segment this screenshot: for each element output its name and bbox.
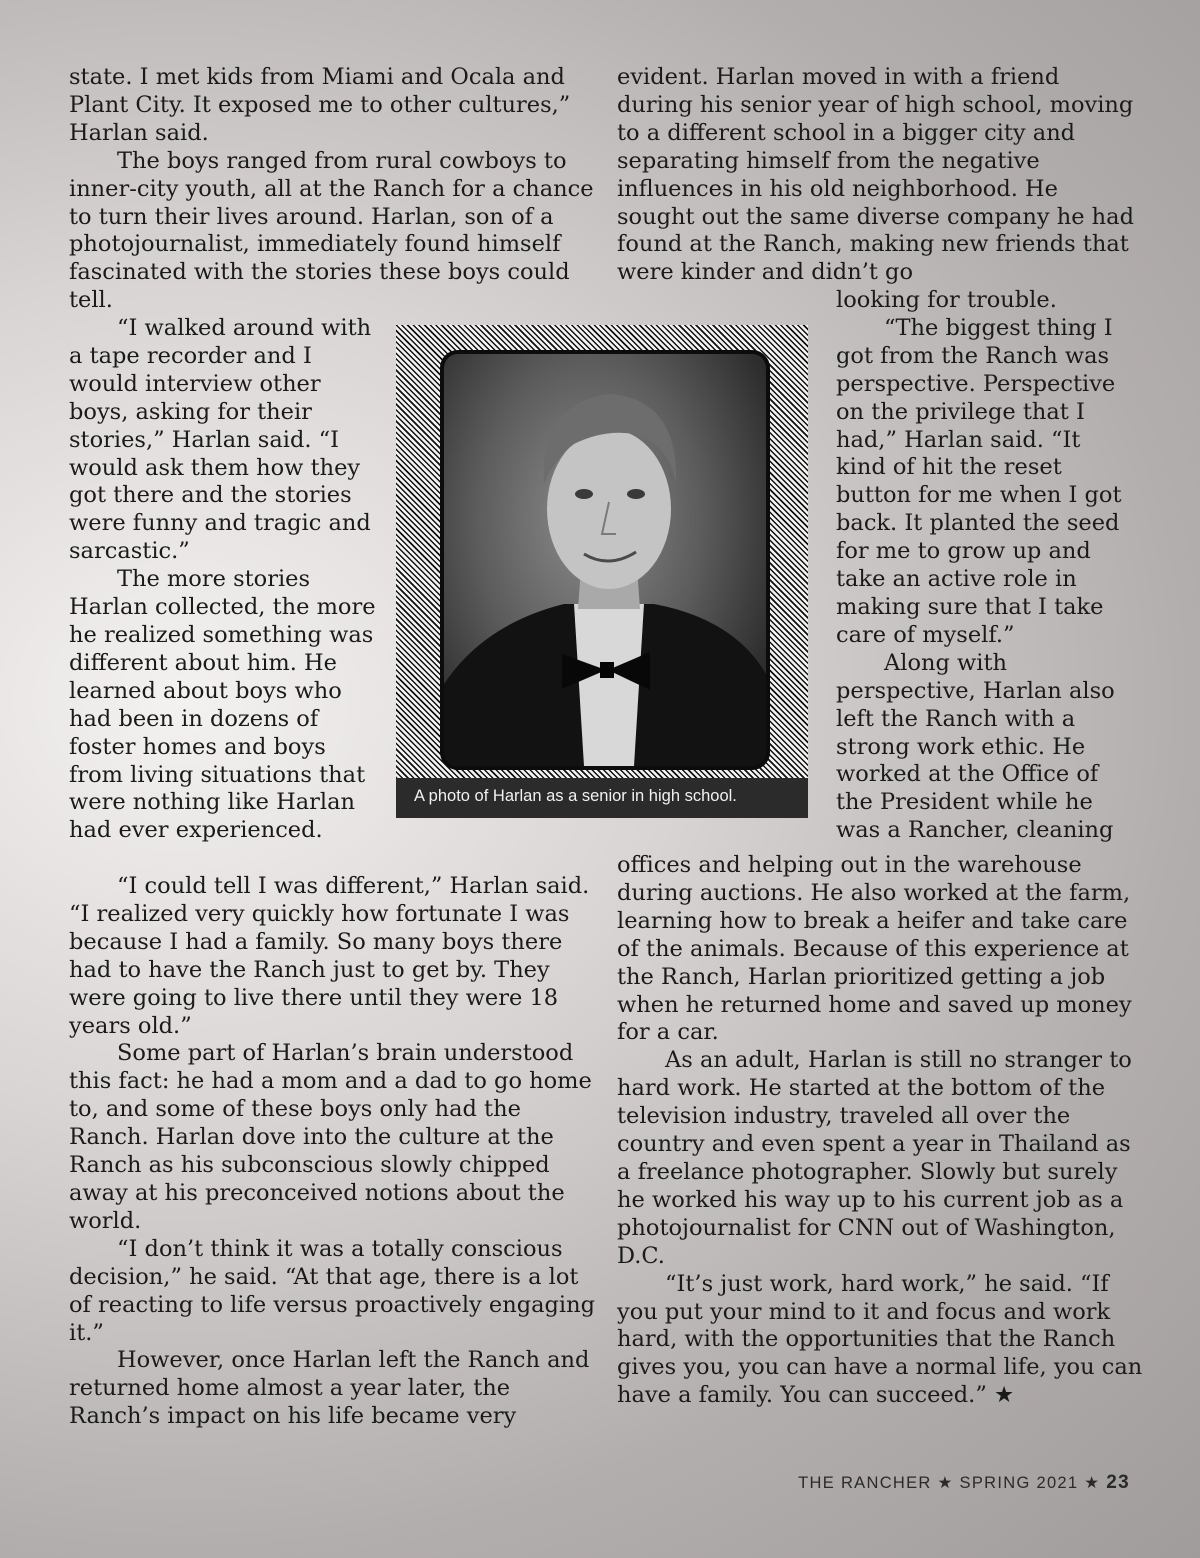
- star-icon: ★: [1084, 1473, 1101, 1492]
- left-column-bottom: [69, 873, 599, 1431]
- paragraph: “It’s just work, hard work,” he said. “If you put your mind to it and focus and work hard, with the opportunities that the Ranch gives you, you can have a normal life, you can have a family. You can succeed.” ★: [617, 1270, 1143, 1409]
- star-icon: ★: [937, 1473, 954, 1492]
- paragraph: “I could tell I was different,” Harlan said. “I realized very quickly how fortunate I was because I had a family. So many boys there had to have the Ranch just to get by. They were going to live there until they were 18 years old.”: [69, 873, 590, 1039]
- page-footer: [798, 1472, 1130, 1494]
- right-column-top: [617, 64, 1137, 287]
- photo-caption: A photo of Harlan as a senior in high school.: [414, 787, 737, 805]
- portrait-illustration: [444, 354, 766, 766]
- paragraph: “I don’t think it was a totally conscious decision,” he said. “At that age, there is a lot of reacting to life versus proactively engaging it.”: [69, 1235, 596, 1346]
- paragraph: As an adult, Harlan is still no stranger to hard work. He started at the bottom of the television industry, traveled all over the country and even spent a year in Thailand as a freelance photographer. Slowly but surely he worked his way up to his current job as a photojournalist for CNN out of Washington, D.C.: [617, 1047, 1132, 1269]
- issue-label: SPRING 2021: [959, 1474, 1079, 1492]
- paragraph: state. I met kids from Miami and Ocala and Plant City. It exposed me to other cultures,” Harlan said.: [69, 64, 571, 146]
- portrait-photo: [440, 350, 770, 770]
- paragraph: looking for trouble.: [836, 287, 1057, 313]
- left-column-wrap: [69, 315, 379, 845]
- paragraph: However, once Harlan left the Ranch and returned home almost a year later, the Ranch’s impact on his life became very: [69, 1347, 590, 1430]
- publication-name: THE RANCHER: [798, 1474, 932, 1492]
- caption-bar: [396, 778, 808, 818]
- right-column-wrap: [836, 287, 1136, 845]
- paragraph: offices and helping out in the warehouse during auctions. He also worked at the farm, learning how to break a heifer and take care of the animals. Because of this experience at the Ranch, Harlan prioritized getting a job when he returned home and saved up money for a car.: [617, 852, 1132, 1046]
- right-column-bottom: [617, 852, 1147, 1410]
- paragraph: The more stories Harlan collected, the more he realized something was different about him. He learned about boys who had been in dozens of foster homes and boys from living situations that were nothing like Harlan had ever experienced.: [69, 566, 376, 844]
- paragraph: “I walked around with a tape recorder and I would interview other boys, asking for their stories,” Harlan said. “I would ask them how they got there and the stories were funny and tragic and sarcastic.”: [69, 315, 372, 565]
- photo-frame: [396, 325, 808, 818]
- page-number: 23: [1106, 1472, 1130, 1493]
- paragraph: “The biggest thing I got from the Ranch was perspective. Perspective on the privilege that I had,” Harlan said. “It kind of hit the reset button for me when I got back. It planted the seed for me to grow up and take an active role in making sure that I take care of myself.”: [836, 314, 1122, 648]
- left-column-top: [69, 64, 599, 315]
- paragraph: Some part of Harlan’s brain understood this fact: he had a mom and a dad to go home to, and some of these boys only had the Ranch. Harlan dove into the culture at the Ranch as his subconscious slowly chipped away at his preconceived notions about the world.: [69, 1040, 592, 1234]
- paragraph: The boys ranged from rural cowboys to inner-city youth, all at the Ranch for a chance to turn their lives around. Harlan, son of a photojournalist, immediately found himself fascinated with the stories these boys could tell.: [69, 147, 594, 314]
- paragraph: evident. Harlan moved in with a friend during his senior year of high school, moving to a different school in a bigger city and separating himself from the negative influences in his old neighborhood. He sought out the same diverse company he had found at the Ranch, making new friends that were kinder and didn’t go: [617, 64, 1134, 286]
- paragraph: Along with perspective, Harlan also left the Ranch with a strong work ethic. He worked at the Office of the President while he was a Rancher, cleaning: [836, 649, 1115, 844]
